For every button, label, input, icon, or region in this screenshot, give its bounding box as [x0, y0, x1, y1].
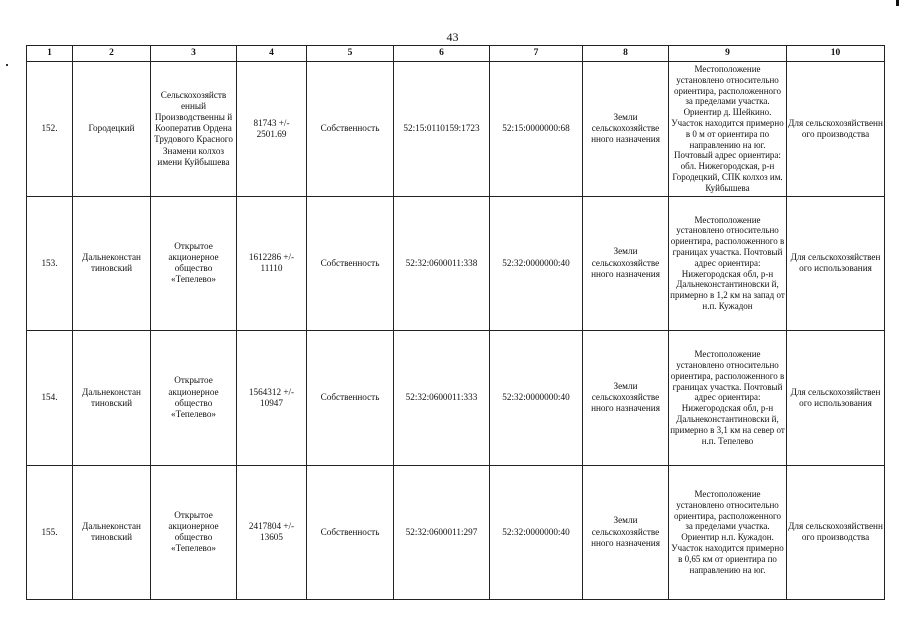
right-type-cell: Собственность	[307, 196, 394, 331]
table-row	[27, 465, 885, 600]
right-type-cell: Собственность	[307, 465, 394, 600]
table-row	[27, 196, 885, 331]
table-row	[27, 331, 885, 466]
owner-cell: Сельскохозяйств енный Производственны й Кооператив Ордена Трудового Красного Знамени колхоз имени Куйбышева	[151, 62, 237, 197]
district-cell: Дальнеконстан тиновский	[73, 331, 151, 466]
district-cell: Дальнеконстан тиновский	[73, 465, 151, 600]
land-register-table	[26, 45, 885, 600]
scan-corner-mark	[896, 0, 899, 6]
cadastral-number-cell: 52:32:0600011:338	[394, 196, 490, 331]
parent-cadastral-cell: 52:32:0000000:40	[490, 196, 583, 331]
column-header-4: 4	[237, 46, 307, 62]
location-cell: Местоположение установлено относительно ориентира, расположенного в границах участка. Почтовый адрес ориентира: Нижегородская обл, р-н Дальнеконстантиновски й, примерно в 3,1 км на север от н.п. Тепелево	[669, 331, 787, 466]
owner-cell: Открытое акционерное общество «Тепелево»	[151, 331, 237, 466]
district-cell: Городецкий	[73, 62, 151, 197]
land-category-cell: Земли сельскохозяйстве нного назначения	[583, 331, 669, 466]
column-header-10: 10	[787, 46, 885, 62]
column-header-6: 6	[394, 46, 490, 62]
permitted-use-cell: Для сельскохозяйственн ого производства	[787, 465, 885, 600]
area-cell: 1612286 +/- 11110	[237, 196, 307, 331]
scan-margin-mark	[6, 64, 8, 66]
cadastral-number-cell: 52:32:0600011:333	[394, 331, 490, 466]
row-number: 155.	[27, 465, 73, 600]
land-category-cell: Земли сельскохозяйстве нного назначения	[583, 465, 669, 600]
parent-cadastral-cell: 52:32:0000000:40	[490, 465, 583, 600]
permitted-use-cell: Для сельскохозяйственн ого производства	[787, 62, 885, 197]
column-header-2: 2	[73, 46, 151, 62]
parent-cadastral-cell: 52:15:0000000:68	[490, 62, 583, 197]
permitted-use-cell: Для сельскохозяйствен ого использования	[787, 331, 885, 466]
owner-cell: Открытое акционерное общество «Тепелево»	[151, 465, 237, 600]
district-cell: Дальнеконстан тиновский	[73, 196, 151, 331]
column-header-5: 5	[307, 46, 394, 62]
land-category-cell: Земли сельскохозяйстве нного назначения	[583, 62, 669, 197]
column-header-row	[27, 46, 885, 62]
row-number: 153.	[27, 196, 73, 331]
column-header-7: 7	[490, 46, 583, 62]
parent-cadastral-cell: 52:32:0000000:40	[490, 331, 583, 466]
column-header-9: 9	[669, 46, 787, 62]
row-number: 154.	[27, 331, 73, 466]
owner-cell: Открытое акционерное общество «Тепелево»	[151, 196, 237, 331]
land-category-cell: Земли сельскохозяйстве нного назначения	[583, 196, 669, 331]
area-cell: 2417804 +/- 13605	[237, 465, 307, 600]
area-cell: 1564312 +/- 10947	[237, 331, 307, 466]
right-type-cell: Собственность	[307, 331, 394, 466]
right-type-cell: Собственность	[307, 62, 394, 197]
permitted-use-cell: Для сельскохозяйствен ого использования	[787, 196, 885, 331]
table-row	[27, 62, 885, 197]
column-header-8: 8	[583, 46, 669, 62]
location-cell: Местоположение установлено относительно ориентира, расположенного за пределами участка. Ориентир н.п. Кужадон. Участок находится примерно в 0,65 км от ориентира по направлению на юг.	[669, 465, 787, 600]
cadastral-number-cell: 52:15:0110159:1723	[394, 62, 490, 197]
location-cell: Местоположение установлено относительно ориентира, расположенного в границах участка. Почтовый адрес ориентира: Нижегородская обл, р-н Дальнеконстантиновски й, примерно в 1,2 км на запад от н.п. Кужадон	[669, 196, 787, 331]
row-number: 152.	[27, 62, 73, 197]
cadastral-number-cell: 52:32:0600011:297	[394, 465, 490, 600]
area-cell: 81743 +/- 2501.69	[237, 62, 307, 197]
column-header-3: 3	[151, 46, 237, 62]
location-cell: Местоположение установлено относительно ориентира, расположенного за пределами участка. Ориентир д. Шейкино. Участок находится примерно в 0 м от ориентира по направлению на юг. Почтовый адрес ориентира: обл. Нижегородская, р-н Городецкий, СПК колхоз им. Куйбышева	[669, 62, 787, 197]
page-number: 43	[446, 30, 459, 44]
column-header-1: 1	[27, 46, 73, 62]
